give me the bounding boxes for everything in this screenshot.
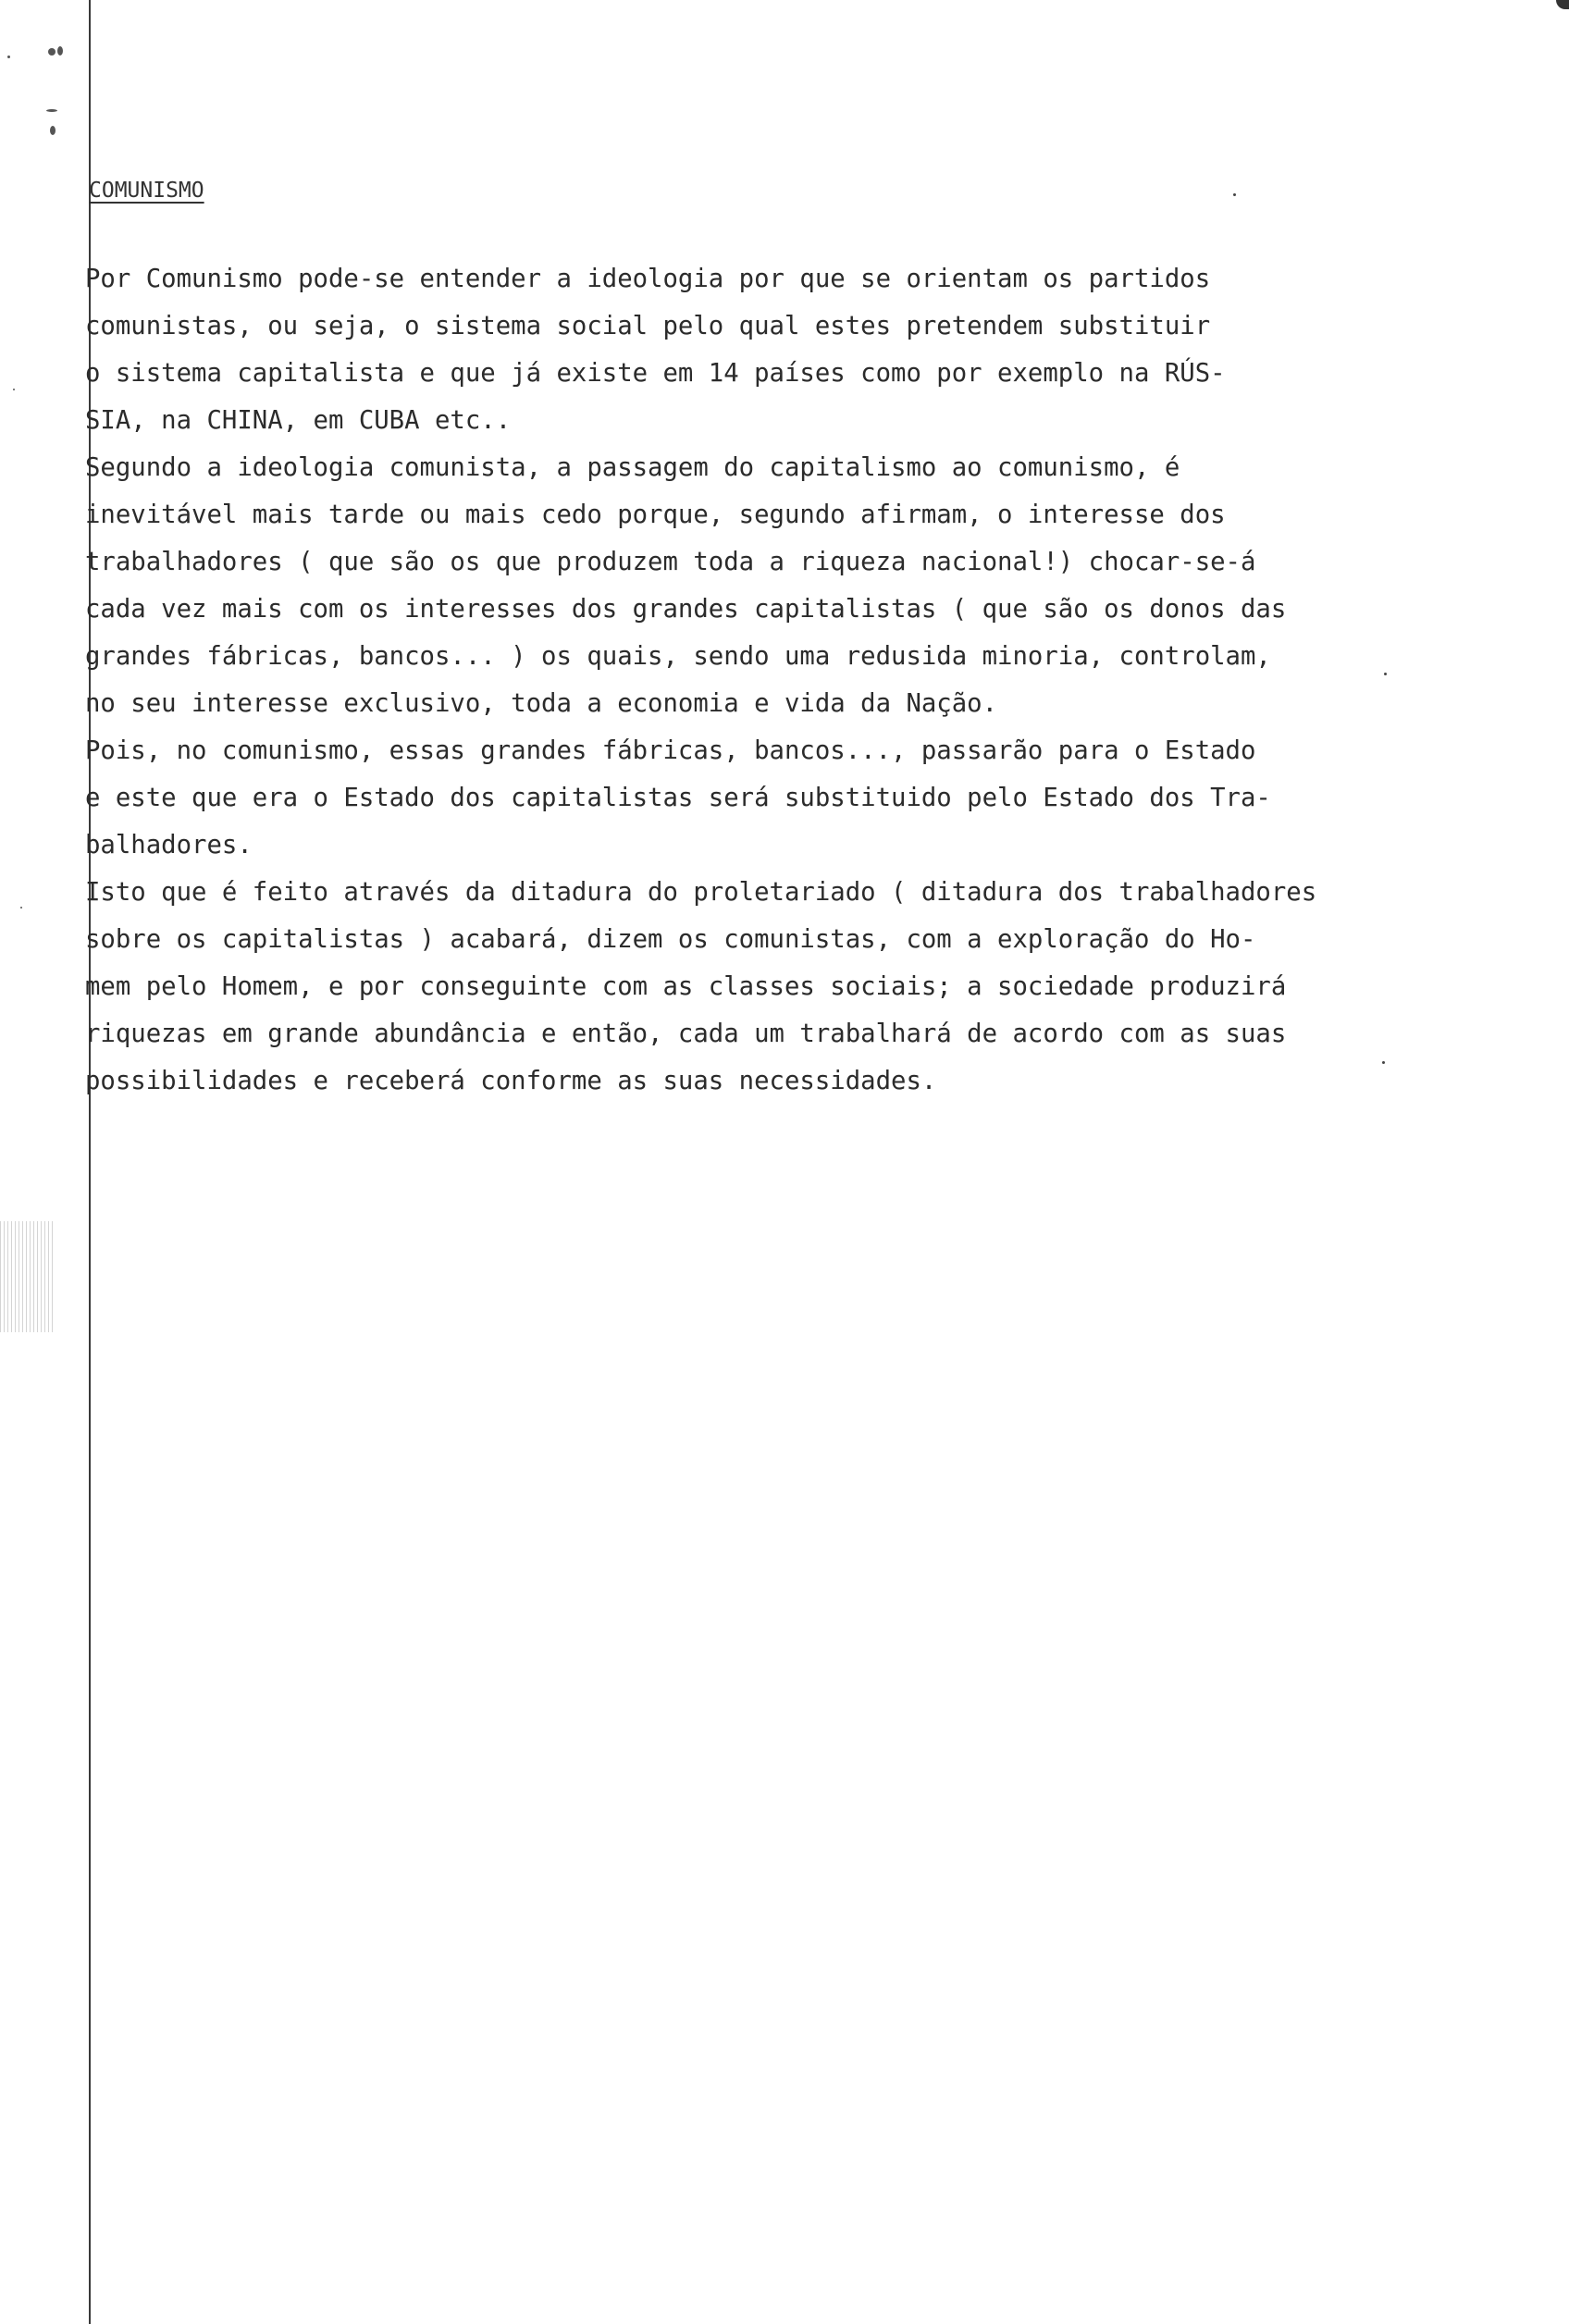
body-line: comunistas, ou seja, o sistema social pelo qual estes pretendem substituir <box>85 312 1211 340</box>
body-line: mem pelo Homem, e por conseguinte com as classes sociais; a sociedade produzirá <box>85 972 1287 1001</box>
document-body <box>85 255 1547 1105</box>
scan-edge-artifacts <box>0 0 83 2324</box>
body-line: e este que era o Estado dos capitalistas será substituido pelo Estado dos Tra- <box>85 784 1271 812</box>
body-line: no seu interesse exclusivo, toda a economia e vida da Nação. <box>85 689 998 718</box>
body-line: o sistema capitalista e que já existe em 14 países como por exemplo na RÚS- <box>85 359 1226 388</box>
body-line: SIA, na CHINA, em CUBA etc.. <box>85 406 512 435</box>
body-line: Segundo a ideologia comunista, a passagem do capitalismo ao comunismo, é <box>85 453 1180 482</box>
body-line: balhadores. <box>85 831 253 859</box>
body-line: cada vez mais com os interesses dos grandes capitalistas ( que são os donos das <box>85 595 1287 624</box>
body-line: trabalhadores ( que são os que produzem toda a riqueza nacional!) chocar-se-á <box>85 548 1256 576</box>
body-line: riquezas em grande abundância e então, cada um trabalhará de acordo com as suas <box>85 1020 1287 1048</box>
corner-scan-mark <box>1556 0 1569 9</box>
body-line: sobre os capitalistas ) acabará, dizem os comunistas, com a exploração do Ho- <box>85 925 1256 954</box>
body-line: possibilidades e receberá conforme as suas necessidades. <box>85 1067 937 1095</box>
body-line: Por Comunismo pode-se entender a ideologia por que se orientam os partidos <box>85 265 1211 293</box>
body-line: inevitável mais tarde ou mais cedo porque, segundo afirmam, o interesse dos <box>85 501 1226 529</box>
body-line: Pois, no comunismo, essas grandes fábricas, bancos..., passarão para o Estado <box>85 736 1256 765</box>
body-line: Isto que é feito através da ditadura do proletariado ( ditadura dos trabalhadores <box>85 878 1317 907</box>
document-title: COMUNISMO <box>89 179 204 203</box>
body-line: grandes fábricas, bancos... ) os quais, sendo uma redusida minoria, controlam, <box>85 642 1271 671</box>
